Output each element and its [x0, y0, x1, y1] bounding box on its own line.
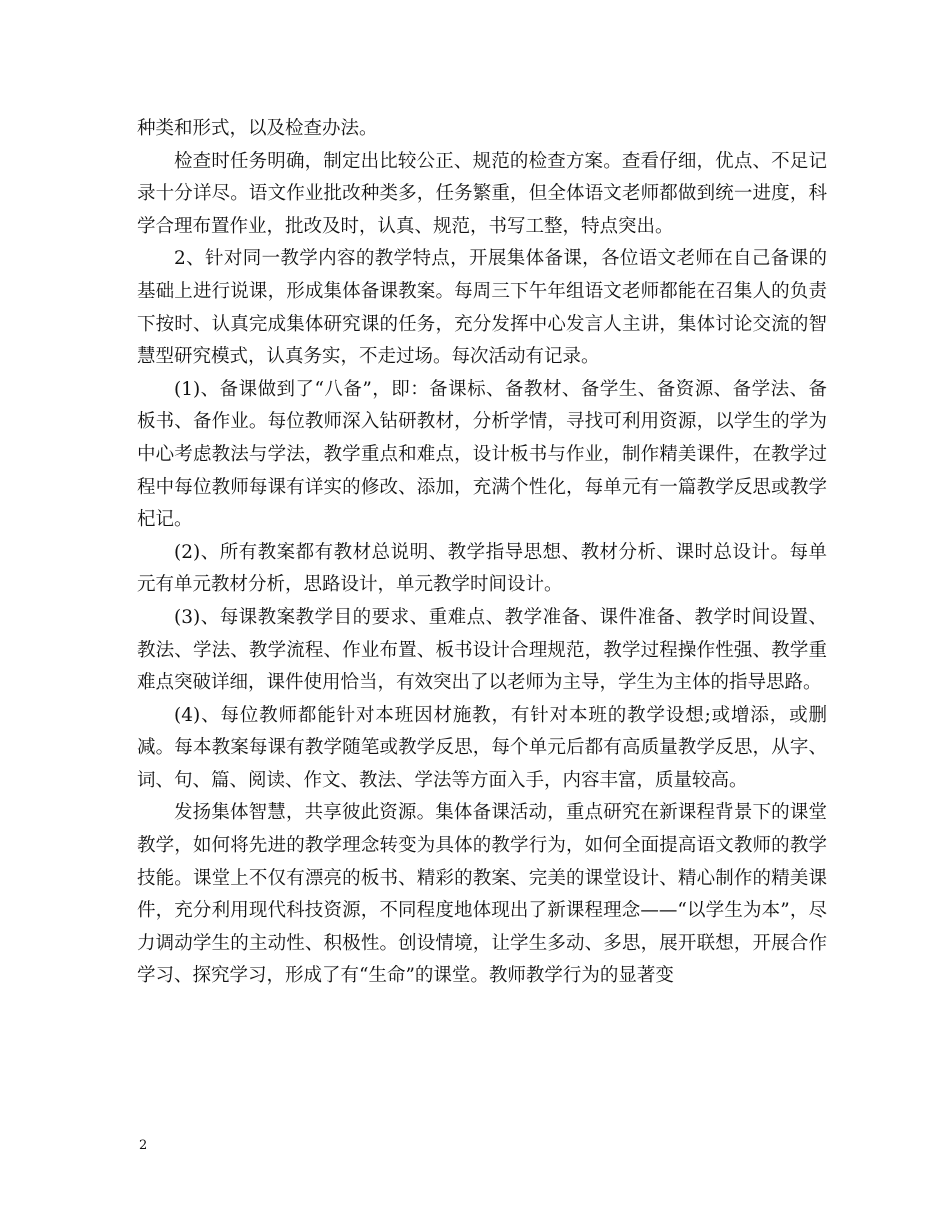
paragraph-item-4: (4)、每位教师都能针对本班因材施教，有针对本班的教学设想;或增添，或删减。每本教案每课有教学随笔或教学反思，每个单元后都有高质量教学反思，从字、词、句、篇、阅读、作文、教法、学法等方面入手，内容丰富，质量较高。 — [137, 704, 827, 791]
document-body — [137, 113, 827, 993]
paragraph-inspection: 检查时任务明确，制定出比较公正、规范的检查方案。查看仔细，优点、不足记录十分详尽。语文作业批改种类多，任务繁重，但全体语文老师都做到统一进度，科学合理布置作业，批改及时，认真、规范，书写工整，特点突出。 — [137, 150, 827, 237]
paragraph-item-3: (3)、每课教案教学目的要求、重难点、教学准备、课件准备、教学时间设置、教法、学法、教学流程、作业布置、板书设计合理规范，教学过程操作性强、教学重难点突破详细，课件使用恰当，有效突出了以老师为主导，学生为主体的指导思路。 — [137, 606, 827, 694]
paragraph-item-1: (1)、备课做到了“八备”，即：备课标、备教材、备学生、备资源、备学法、备板书、备作业。每位教师深入钻研教材，分析学情，寻找可利用资源，以学生的学为中心考虑教法与学法，教学重点和难点，设计板书与作业，制作精美课件，在教学过程中每位教师每课有详实的修改、添加，充满个性化，每单元有一篇教学反思或教学杞记。 — [137, 378, 827, 531]
paragraph-collective-lesson-prep: 2、针对同一教学内容的教学特点，开展集体备课，各位语文老师在自己备课的基础上进行说课，形成集体备课教案。每周三下午年组语文老师都能在召集人的负责下按时、认真完成集体研究课的任务，充分发挥中心发言人主讲，集体讨论交流的智慧型研究模式，认真务实，不走过场。每次活动有记录。 — [137, 248, 827, 368]
paragraph-item-2: (2)、所有教案都有教材总说明、教学指导思想、教材分析、课时总设计。每单元有单元教材分析，思路设计，单元教学时间设计。 — [137, 541, 827, 596]
page-number: 2 — [139, 1138, 148, 1153]
paragraph-continuation: 种类和形式，以及检查办法。 — [137, 118, 378, 139]
paragraph-collective-wisdom: 发扬集体智慧，共享彼此资源。集体备课活动，重点研究在新课程背景下的课堂教学，如何将先进的教学理念转变为具体的教学行为，如何全面提高语文教师的教学技能。课堂上不仅有漂亮的板书、精彩的教案、完美的课堂设计、精心制作的精美课件，充分利用现代科技资源，不同程度地体现出了新课程理念——“以学生为本”，尽力调动学生的主动性、积极性。创设情境，让学生多动、多思，展开联想，开展合作学习、探究学习，形成了有“生命”的课堂。教师教学行为的显著变 — [137, 802, 827, 987]
